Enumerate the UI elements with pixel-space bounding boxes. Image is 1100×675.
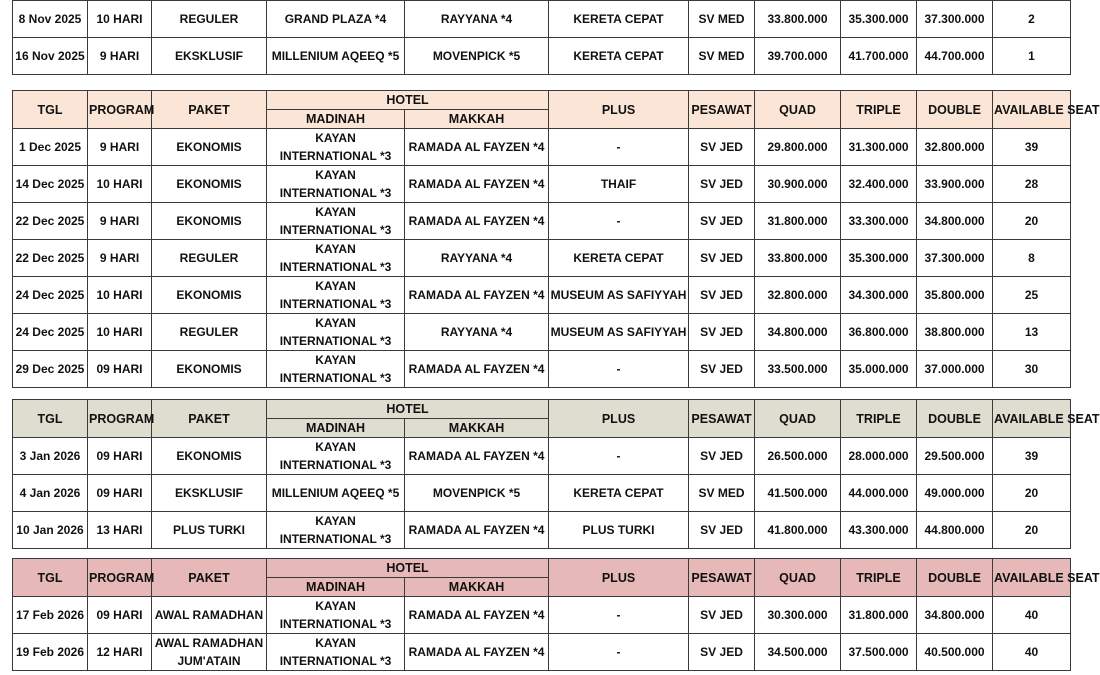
cell-paket: EKONOMIS <box>152 129 267 166</box>
header-madinah: MADINAH <box>267 578 405 597</box>
cell-makkah: RAMADA AL FAYZEN *4 <box>405 203 549 240</box>
cell-tgl: 22 Dec 2025 <box>13 203 88 240</box>
cell-paket: AWAL RAMADHAN JUM'ATAIN <box>152 634 267 671</box>
cell-triple: 35.000.000 <box>841 351 917 388</box>
cell-madinah: KAYAN INTERNATIONAL *3 <box>267 240 405 277</box>
header-plus: PLUS <box>549 91 689 129</box>
cell-makkah: RAMADA AL FAYZEN *4 <box>405 351 549 388</box>
header-pesawat: PESAWAT <box>689 400 755 438</box>
cell-seat: 20 <box>993 475 1071 512</box>
cell-makkah: RAMADA AL FAYZEN *4 <box>405 634 549 671</box>
cell-double: 44.800.000 <box>917 512 993 549</box>
cell-triple: 32.400.000 <box>841 166 917 203</box>
feb-schedule-table <box>12 558 1100 671</box>
header-quad: QUAD <box>755 91 841 129</box>
cell-double: 33.900.000 <box>917 166 993 203</box>
table-row <box>13 277 1071 314</box>
header-double: DOUBLE <box>917 91 993 129</box>
cell-quad: 41.800.000 <box>755 512 841 549</box>
cell-paket: EKONOMIS <box>152 277 267 314</box>
cell-tgl: 24 Dec 2025 <box>13 277 88 314</box>
cell-makkah: RAMADA AL FAYZEN *4 <box>405 166 549 203</box>
cell-double: 32.800.000 <box>917 129 993 166</box>
table-row <box>13 240 1071 277</box>
cell-triple: 33.300.000 <box>841 203 917 240</box>
nov-schedule-table <box>12 0 1071 75</box>
cell-program: 09 HARI <box>88 475 152 512</box>
cell-quad: 33.800.000 <box>755 240 841 277</box>
cell-madinah: KAYAN INTERNATIONAL *3 <box>267 166 405 203</box>
cell-plus: KERETA CEPAT <box>549 38 689 75</box>
cell-pesawat: SV JED <box>689 634 755 671</box>
cell-paket: EKONOMIS <box>152 438 267 475</box>
jan-schedule-table <box>12 399 1100 549</box>
header-triple: TRIPLE <box>841 400 917 438</box>
cell-plus: KERETA CEPAT <box>549 240 689 277</box>
cell-madinah: KAYAN INTERNATIONAL *3 <box>267 438 405 475</box>
table-row <box>13 314 1071 351</box>
cell-tgl: 8 Nov 2025 <box>13 1 88 38</box>
cell-tgl: 14 Dec 2025 <box>13 166 88 203</box>
header-paket: PAKET <box>152 91 267 129</box>
cell-madinah: MILLENIUM AQEEQ *5 <box>267 38 405 75</box>
header-hotel: HOTEL <box>267 400 549 419</box>
cell-triple: 34.300.000 <box>841 277 917 314</box>
cell-plus: THAIF <box>549 166 689 203</box>
table-row <box>13 203 1071 240</box>
cell-tgl: 3 Jan 2026 <box>13 438 88 475</box>
cell-quad: 26.500.000 <box>755 438 841 475</box>
cell-triple: 44.000.000 <box>841 475 917 512</box>
cell-program: 10 HARI <box>88 277 152 314</box>
cell-program: 13 HARI <box>88 512 152 549</box>
cell-plus: - <box>549 203 689 240</box>
cell-seat: 39 <box>993 129 1071 166</box>
cell-makkah: RAMADA AL FAYZEN *4 <box>405 438 549 475</box>
table-row <box>13 512 1071 549</box>
cell-quad: 32.800.000 <box>755 277 841 314</box>
cell-madinah: GRAND PLAZA *4 <box>267 1 405 38</box>
cell-pesawat: SV JED <box>689 438 755 475</box>
cell-paket: REGULER <box>152 1 267 38</box>
cell-triple: 31.800.000 <box>841 597 917 634</box>
table-row <box>13 351 1071 388</box>
cell-triple: 41.700.000 <box>841 38 917 75</box>
cell-double: 40.500.000 <box>917 634 993 671</box>
cell-quad: 31.800.000 <box>755 203 841 240</box>
cell-tgl: 4 Jan 2026 <box>13 475 88 512</box>
cell-program: 9 HARI <box>88 38 152 75</box>
cell-pesawat: SV JED <box>689 277 755 314</box>
cell-pesawat: SV JED <box>689 240 755 277</box>
header-triple: TRIPLE <box>841 559 917 597</box>
cell-paket: EKONOMIS <box>152 203 267 240</box>
cell-madinah: KAYAN INTERNATIONAL *3 <box>267 512 405 549</box>
cell-program: 9 HARI <box>88 203 152 240</box>
cell-pesawat: SV MED <box>689 475 755 512</box>
header-makkah: MAKKAH <box>405 419 549 438</box>
cell-seat: 28 <box>993 166 1071 203</box>
cell-double: 29.500.000 <box>917 438 993 475</box>
cell-program: 09 HARI <box>88 351 152 388</box>
cell-paket: REGULER <box>152 240 267 277</box>
cell-quad: 30.300.000 <box>755 597 841 634</box>
header-paket: PAKET <box>152 559 267 597</box>
cell-pesawat: SV JED <box>689 597 755 634</box>
cell-seat: 40 <box>993 634 1071 671</box>
header-double: DOUBLE <box>917 559 993 597</box>
cell-tgl: 17 Feb 2026 <box>13 597 88 634</box>
header-madinah: MADINAH <box>267 419 405 438</box>
cell-pesawat: SV JED <box>689 203 755 240</box>
cell-double: 37.000.000 <box>917 351 993 388</box>
cell-program: 09 HARI <box>88 438 152 475</box>
table-row <box>13 475 1071 512</box>
header-triple: TRIPLE <box>841 91 917 129</box>
cell-program: 10 HARI <box>88 166 152 203</box>
table-row <box>13 38 1071 75</box>
cell-madinah: KAYAN INTERNATIONAL *3 <box>267 277 405 314</box>
cell-triple: 36.800.000 <box>841 314 917 351</box>
cell-pesawat: SV JED <box>689 166 755 203</box>
cell-madinah: KAYAN INTERNATIONAL *3 <box>267 351 405 388</box>
cell-triple: 35.300.000 <box>841 240 917 277</box>
cell-seat: 20 <box>993 203 1071 240</box>
header-available-seat: AVAILABLE SEAT <box>993 91 1071 129</box>
header-hotel: HOTEL <box>267 559 549 578</box>
cell-double: 38.800.000 <box>917 314 993 351</box>
header-program: PROGRAM <box>88 91 152 129</box>
cell-program: 10 HARI <box>88 314 152 351</box>
cell-seat: 40 <box>993 597 1071 634</box>
cell-plus: - <box>549 597 689 634</box>
cell-paket: EKSKLUSIF <box>152 38 267 75</box>
cell-seat: 25 <box>993 277 1071 314</box>
table-row <box>13 129 1071 166</box>
table-row <box>13 1 1071 38</box>
cell-seat: 2 <box>993 1 1071 38</box>
cell-seat: 13 <box>993 314 1071 351</box>
cell-paket: EKONOMIS <box>152 166 267 203</box>
cell-double: 37.300.000 <box>917 1 993 38</box>
cell-pesawat: SV MED <box>689 38 755 75</box>
cell-plus: KERETA CEPAT <box>549 475 689 512</box>
cell-double: 49.000.000 <box>917 475 993 512</box>
header-plus: PLUS <box>549 559 689 597</box>
cell-plus: - <box>549 438 689 475</box>
cell-quad: 29.800.000 <box>755 129 841 166</box>
cell-plus: - <box>549 129 689 166</box>
cell-quad: 30.900.000 <box>755 166 841 203</box>
cell-tgl: 29 Dec 2025 <box>13 351 88 388</box>
cell-makkah: MOVENPICK *5 <box>405 38 549 75</box>
cell-madinah: KAYAN INTERNATIONAL *3 <box>267 634 405 671</box>
header-paket: PAKET <box>152 400 267 438</box>
cell-program: 12 HARI <box>88 634 152 671</box>
cell-program: 9 HARI <box>88 129 152 166</box>
header-tgl: TGL <box>13 559 88 597</box>
cell-makkah: RAYYANA *4 <box>405 240 549 277</box>
cell-quad: 33.800.000 <box>755 1 841 38</box>
cell-paket: AWAL RAMADHAN <box>152 597 267 634</box>
cell-tgl: 1 Dec 2025 <box>13 129 88 166</box>
cell-quad: 34.800.000 <box>755 314 841 351</box>
cell-plus: MUSEUM AS SAFIYYAH <box>549 314 689 351</box>
cell-madinah: MILLENIUM AQEEQ *5 <box>267 475 405 512</box>
cell-triple: 35.300.000 <box>841 1 917 38</box>
cell-tgl: 22 Dec 2025 <box>13 240 88 277</box>
cell-pesawat: SV JED <box>689 129 755 166</box>
cell-tgl: 24 Dec 2025 <box>13 314 88 351</box>
cell-paket: EKONOMIS <box>152 351 267 388</box>
cell-triple: 28.000.000 <box>841 438 917 475</box>
cell-pesawat: SV MED <box>689 1 755 38</box>
header-plus: PLUS <box>549 400 689 438</box>
table-row <box>13 166 1071 203</box>
cell-pesawat: SV JED <box>689 351 755 388</box>
cell-makkah: RAMADA AL FAYZEN *4 <box>405 512 549 549</box>
table-row <box>13 634 1071 671</box>
cell-program: 9 HARI <box>88 240 152 277</box>
cell-seat: 8 <box>993 240 1071 277</box>
cell-makkah: RAMADA AL FAYZEN *4 <box>405 129 549 166</box>
header-hotel: HOTEL <box>267 91 549 110</box>
cell-tgl: 19 Feb 2026 <box>13 634 88 671</box>
cell-seat: 20 <box>993 512 1071 549</box>
header-tgl: TGL <box>13 91 88 129</box>
cell-plus: - <box>549 351 689 388</box>
dec-schedule-table <box>12 90 1100 388</box>
cell-quad: 39.700.000 <box>755 38 841 75</box>
cell-plus: MUSEUM AS SAFIYYAH <box>549 277 689 314</box>
cell-makkah: RAMADA AL FAYZEN *4 <box>405 597 549 634</box>
cell-tgl: 10 Jan 2026 <box>13 512 88 549</box>
cell-double: 34.800.000 <box>917 597 993 634</box>
header-program: PROGRAM <box>88 400 152 438</box>
header-double: DOUBLE <box>917 400 993 438</box>
table-row <box>13 438 1071 475</box>
cell-seat: 30 <box>993 351 1071 388</box>
header-available-seat: AVAILABLE SEAT <box>993 400 1071 438</box>
cell-makkah: MOVENPICK *5 <box>405 475 549 512</box>
cell-plus: - <box>549 634 689 671</box>
cell-makkah: RAYYANA *4 <box>405 314 549 351</box>
cell-double: 37.300.000 <box>917 240 993 277</box>
header-makkah: MAKKAH <box>405 578 549 597</box>
header-available-seat: AVAILABLE SEAT <box>993 559 1071 597</box>
cell-madinah: KAYAN INTERNATIONAL *3 <box>267 597 405 634</box>
cell-quad: 34.500.000 <box>755 634 841 671</box>
header-madinah: MADINAH <box>267 110 405 129</box>
cell-paket: PLUS TURKI <box>152 512 267 549</box>
cell-seat: 1 <box>993 38 1071 75</box>
header-quad: QUAD <box>755 559 841 597</box>
cell-plus: PLUS TURKI <box>549 512 689 549</box>
cell-quad: 33.500.000 <box>755 351 841 388</box>
header-makkah: MAKKAH <box>405 110 549 129</box>
cell-pesawat: SV JED <box>689 512 755 549</box>
cell-paket: REGULER <box>152 314 267 351</box>
header-quad: QUAD <box>755 400 841 438</box>
cell-triple: 43.300.000 <box>841 512 917 549</box>
cell-pesawat: SV JED <box>689 314 755 351</box>
cell-double: 35.800.000 <box>917 277 993 314</box>
cell-program: 09 HARI <box>88 597 152 634</box>
cell-triple: 31.300.000 <box>841 129 917 166</box>
cell-madinah: KAYAN INTERNATIONAL *3 <box>267 203 405 240</box>
cell-paket: EKSKLUSIF <box>152 475 267 512</box>
cell-tgl: 16 Nov 2025 <box>13 38 88 75</box>
header-program: PROGRAM <box>88 559 152 597</box>
header-pesawat: PESAWAT <box>689 91 755 129</box>
cell-double: 44.700.000 <box>917 38 993 75</box>
cell-double: 34.800.000 <box>917 203 993 240</box>
cell-seat: 39 <box>993 438 1071 475</box>
table-row <box>13 597 1071 634</box>
cell-makkah: RAYYANA *4 <box>405 1 549 38</box>
cell-program: 10 HARI <box>88 1 152 38</box>
cell-quad: 41.500.000 <box>755 475 841 512</box>
cell-triple: 37.500.000 <box>841 634 917 671</box>
header-tgl: TGL <box>13 400 88 438</box>
header-pesawat: PESAWAT <box>689 559 755 597</box>
cell-plus: KERETA CEPAT <box>549 1 689 38</box>
cell-makkah: RAMADA AL FAYZEN *4 <box>405 277 549 314</box>
cell-madinah: KAYAN INTERNATIONAL *3 <box>267 129 405 166</box>
cell-madinah: KAYAN INTERNATIONAL *3 <box>267 314 405 351</box>
